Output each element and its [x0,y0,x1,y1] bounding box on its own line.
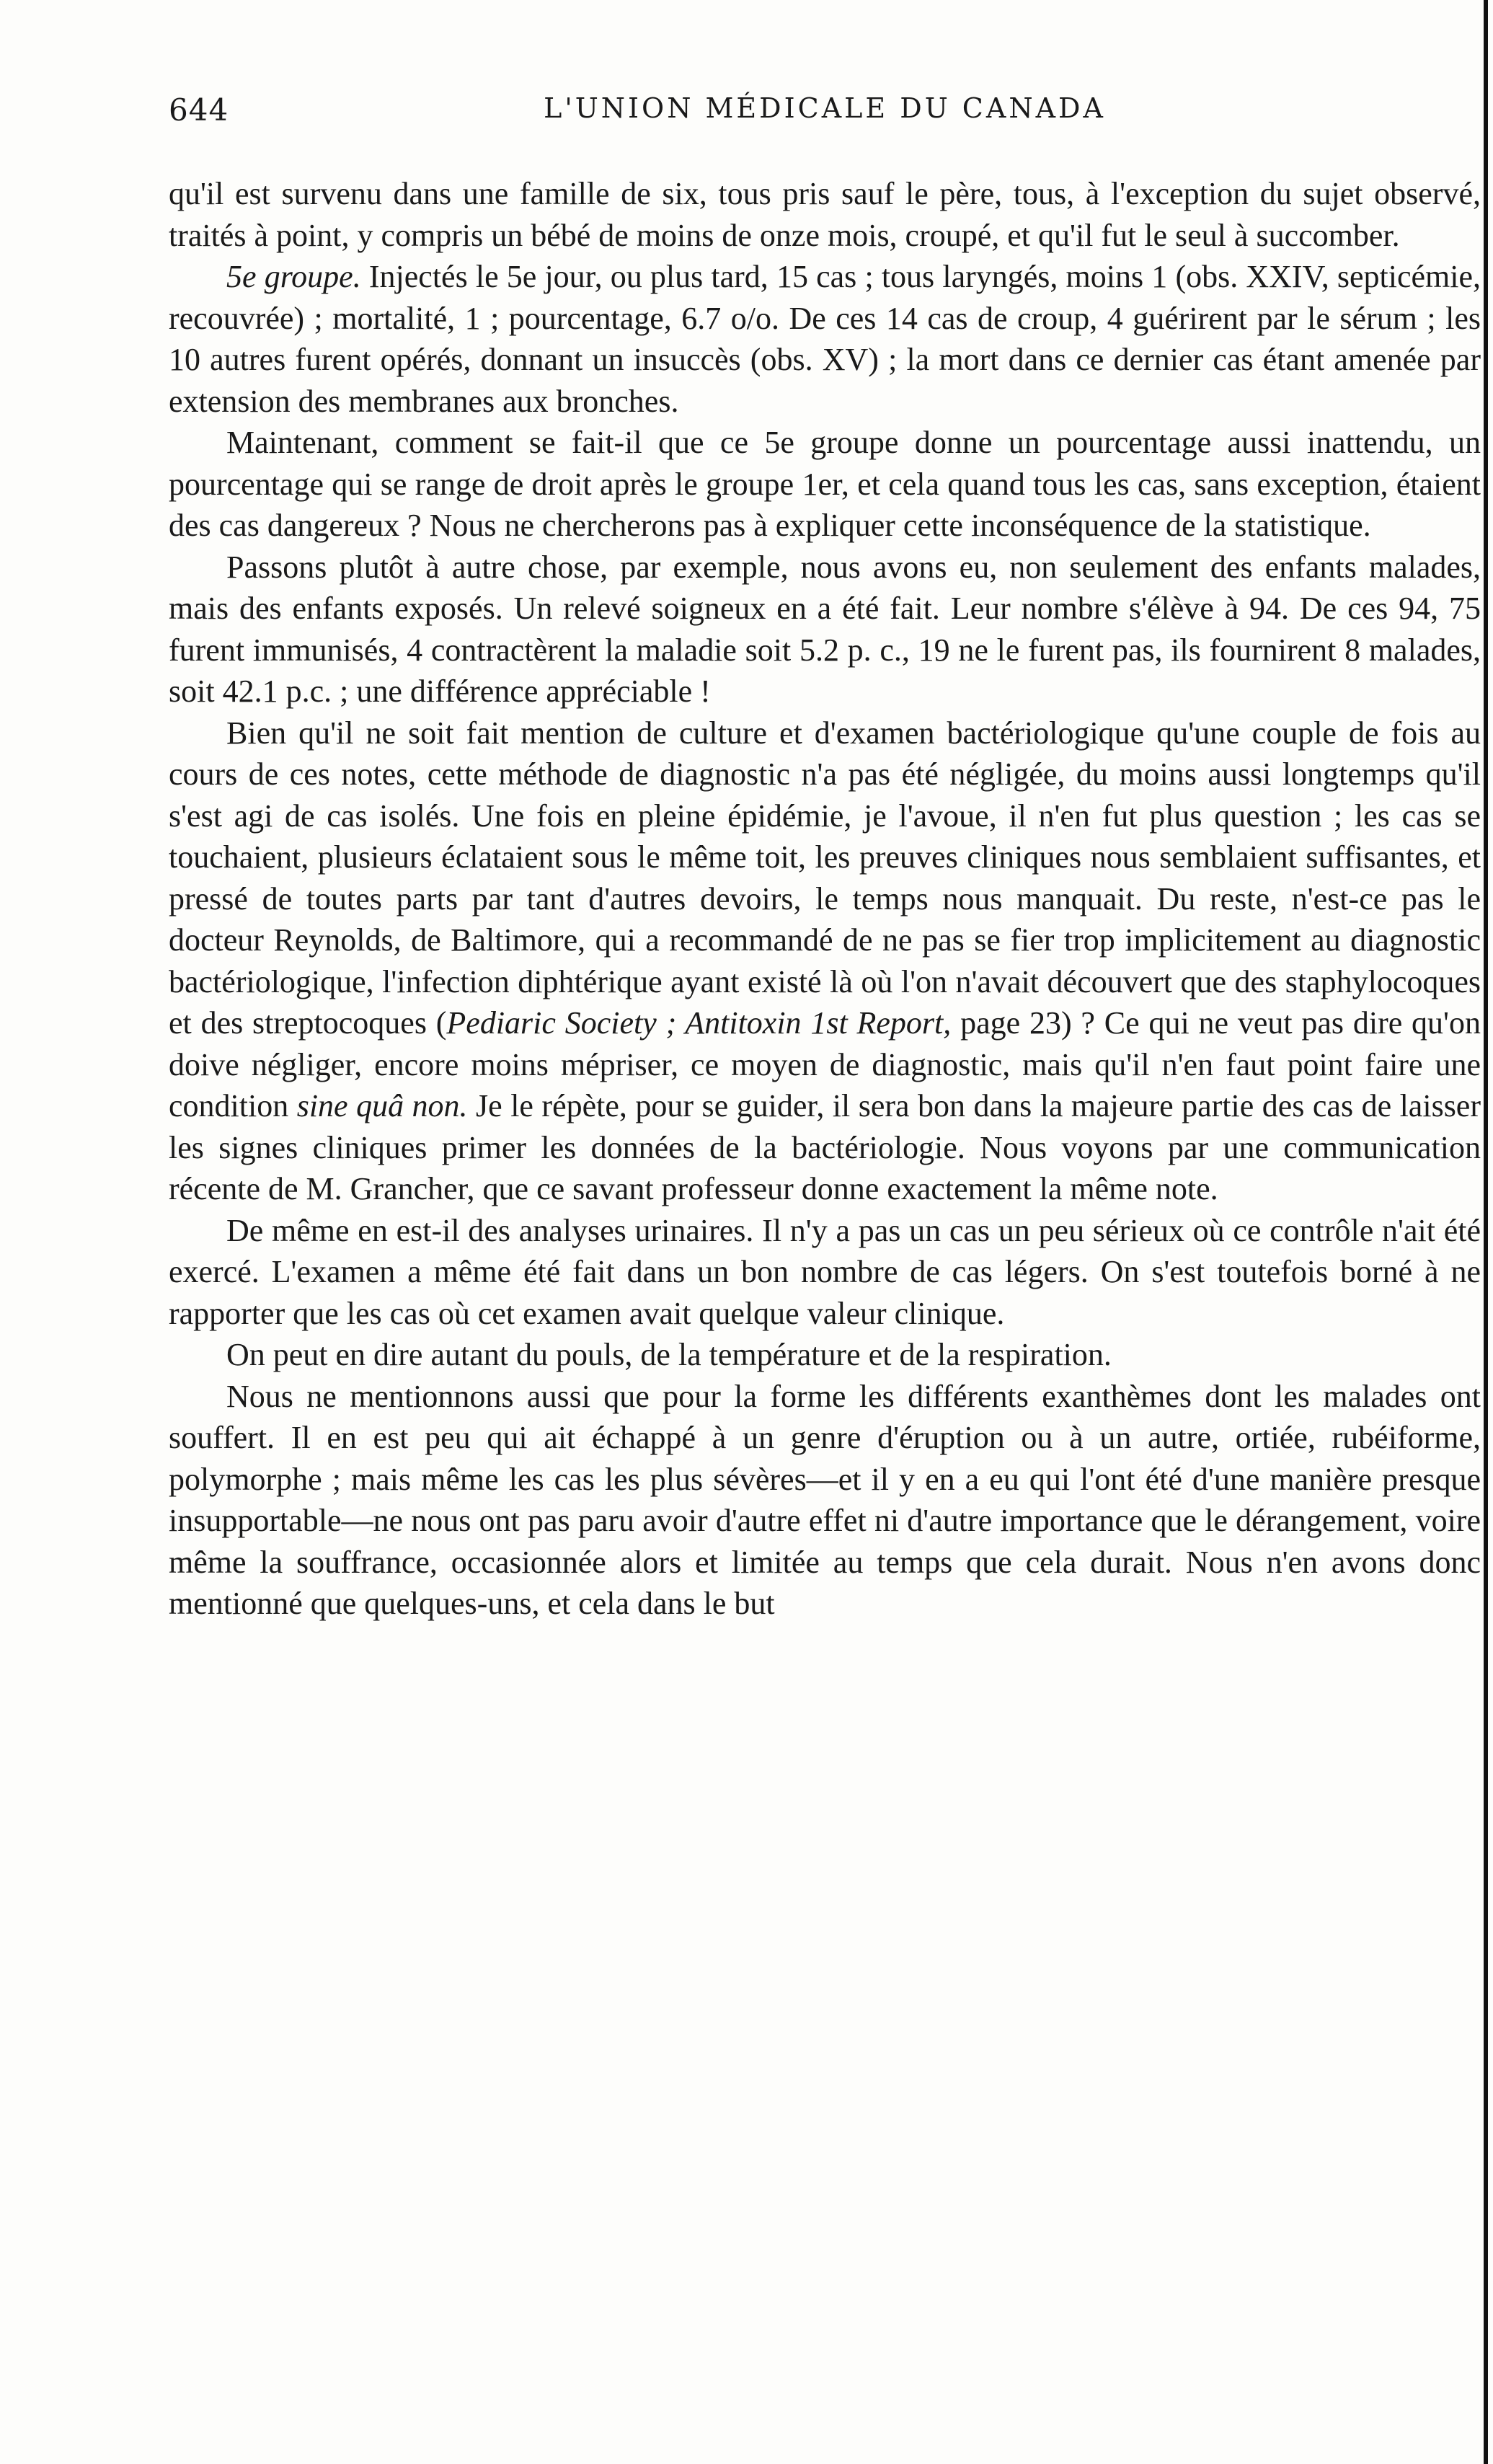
text-run: qu'il est survenu dans une famille de six, tous pris sauf le père, tous, à l'exception du sujet observé, traités à point, y compris un bébé de moins de onze mois, croupé, et qu'il fut le seul à succomber. [169,176,1481,253]
page-number: 644 [169,92,229,128]
paragraph [169,1376,1481,1625]
paragraph [169,712,1481,1210]
text-run: page 23) ? Ce qui ne veut pas dire qu'on doive négliger, encore moins mépriser, ce moyen de diagnostic, mais qu'il n'en faut point faire une condition [169,1005,1481,1123]
text-run: Nous ne mentionnons aussi que pour la forme les différents exanthèmes dont les malades ont souffert. Il en est peu qui ait échappé à un genre d'éruption ou à un autre, ortiée, rubéiforme, polymorphe ; mais même les cas les plus sévères—et il y en a eu qui l'ont été d'une manière presque insupportable—ne nous ont pas paru avoir d'autre effet ni d'autre importance que le dérangement, voire même la souffrance, occasionnée alors et limitée au temps que cela durait. Nous n'en avons donc mentionné que quelques-uns, et cela dans le but [169,1378,1481,1621]
paragraph [169,173,1481,256]
text-run: Bien qu'il ne soit fait mention de culture et d'examen bactériologique qu'une couple de fois au cours de ces notes, cette méthode de diagnostic n'a pas été négligée, du moins aussi longtemps qu'il s'est agi de cas isolés. Une fois en pleine épidémie, je l'avoue, il n'en fut plus question ; les cas se touchaient, plusieurs éclataient sous le même toit, les preuves cliniques nous semblaient suffisantes, et pressé de toutes parts par tant d'autres devoirs, le temps nous manquait. Du reste, n'est-ce pas le docteur Reynolds, de Baltimore, qui a recommandé de ne pas se fier trop implicitement au diagnostic bactériologique, l'infection diphtérique ayant existé là où l'on n'avait découvert que des staphylocoques et des streptocoques ( [169,715,1481,1041]
paragraph [169,1334,1481,1376]
running-title: L'UNION MÉDICALE DU CANADA [544,92,1106,124]
italic-text: sine quâ non. [296,1088,468,1123]
body-text [169,173,1481,1625]
page-edge-rule [1484,0,1488,2464]
text-run: Injectés le 5e jour, ou plus tard, 15 cas ; tous laryngés, moins 1 (obs. XXIV, septicémie, recouvrée) ; mortalité, 1 ; pourcentage, 6.7 o/o. De ces 14 cas de croup, 4 guérirent par le sérum ; les 10 autres furent opérés, donnant un insuccès (obs. XV) ; la mort dans ce dernier cas étant amenée par extension des membranes aux bronches. [169,259,1481,419]
text-run: Je le répète, pour se guider, il sera bon dans la majeure partie des cas de laisser les signes cliniques primer les données de la bactériologie. Nous voyons par une communication récente de M. Grancher, que ce savant professeur donne exactement la même note. [169,1088,1481,1206]
italic-text: Pediaric Society ; Antitoxin 1st Report, [446,1005,952,1041]
text-run: Passons plutôt à autre chose, par exemple, nous avons eu, non seulement des enfants malades, mais des enfants exposés. Un relevé soigneux en a été fait. Leur nombre s'élève à 94. De ces 94, 75 furent immunisés, 4 contractèrent la maladie soit 5.2 p. c., 19 ne le furent pas, ils fournirent 8 malades, soit 42.1 p.c. ; une différence appréciable ! [169,549,1481,709]
italic-text: 5e groupe. [226,259,361,294]
text-run: Maintenant, comment se fait-il que ce 5e groupe donne un pourcentage aussi inattendu, un pourcentage qui se range de droit après le groupe 1er, et cela quand tous les cas, sans exception, étaient des cas dangereux ? Nous ne chercherons pas à expliquer cette inconséquence de la statistique. [169,425,1481,543]
paragraph [169,256,1481,422]
text-run: De même en est-il des analyses urinaires. Il n'y a pas un cas un peu sérieux où ce contrôle n'ait été exercé. L'examen a même été fait dans un bon nombre de cas légers. On s'est toutefois borné à ne rapporter que les cas où cet examen avait quelque valeur clinique. [169,1212,1481,1331]
page-header [169,92,1481,136]
paragraph [169,1210,1481,1335]
text-run: On peut en dire autant du pouls, de la température et de la respiration. [226,1337,1112,1372]
paragraph [169,422,1481,547]
paragraph [169,547,1481,712]
